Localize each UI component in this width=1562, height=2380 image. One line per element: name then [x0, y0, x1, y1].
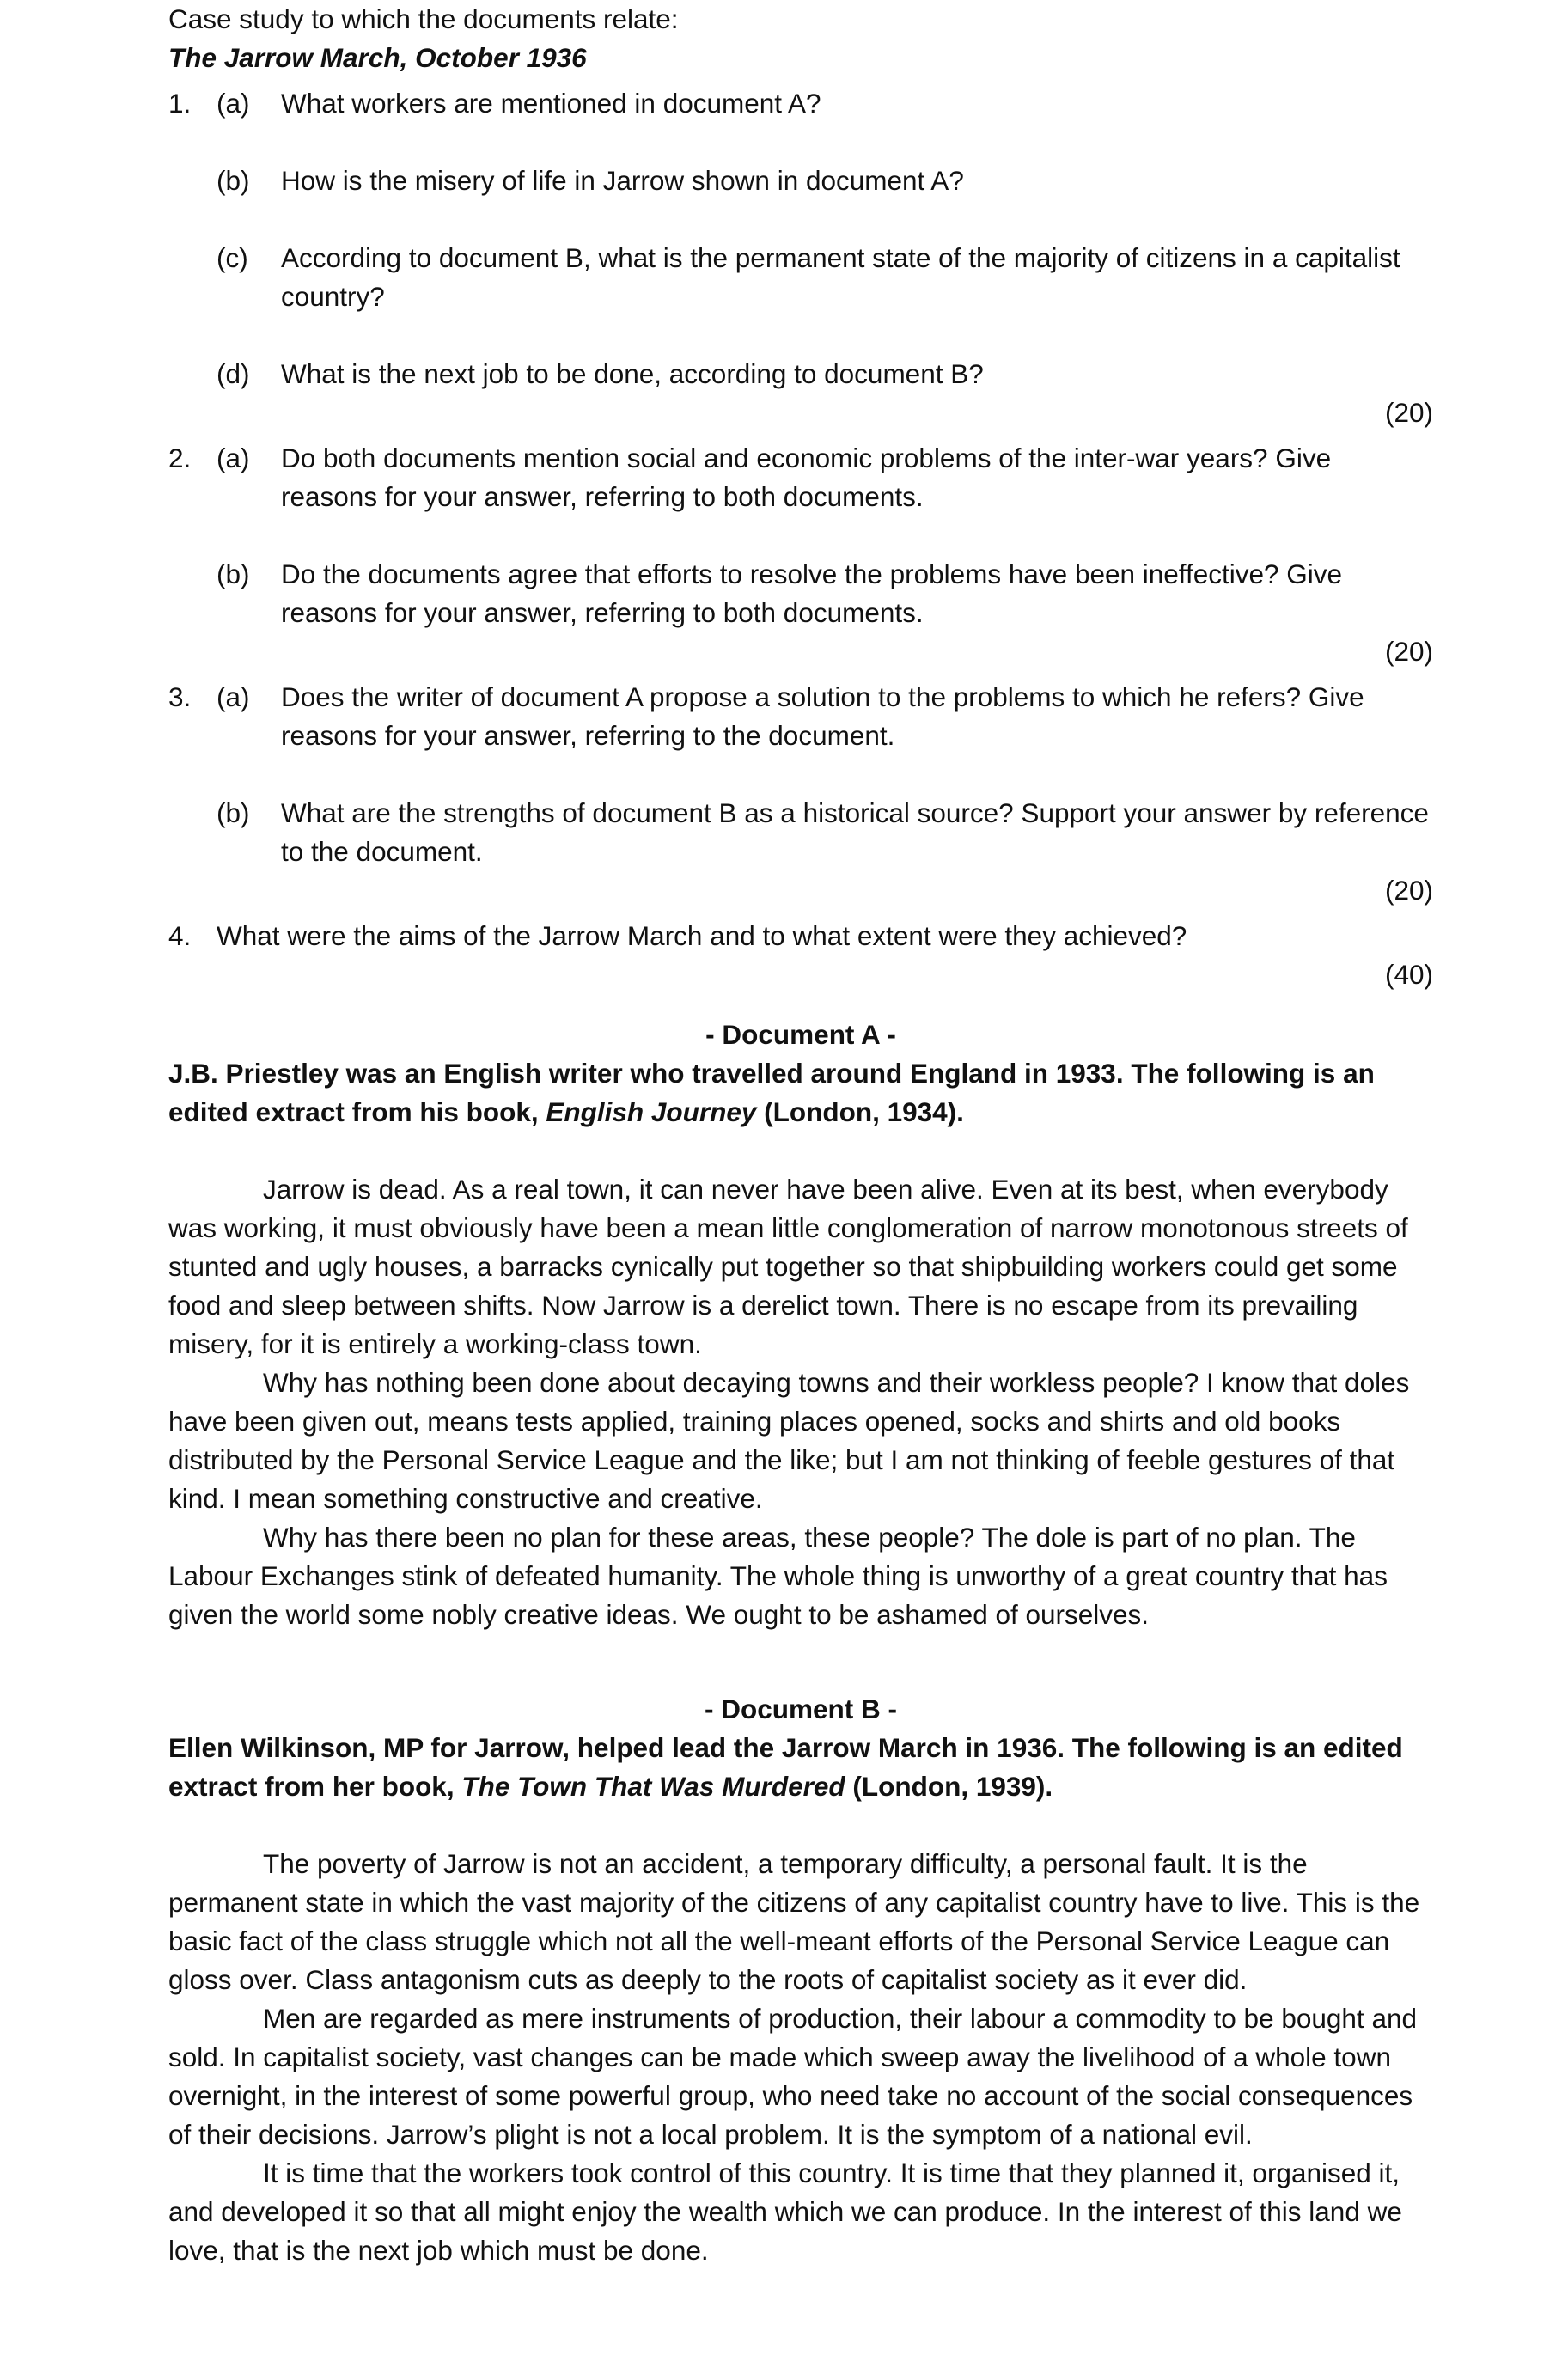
question-text: What were the aims of the Jarrow March and to what extent were they achieved?	[217, 920, 1187, 951]
question-part-label: (a)	[217, 88, 250, 119]
question-part-label: (b)	[217, 797, 250, 828]
question-text: What is the next job to be done, according to document B?	[281, 358, 984, 389]
marks-q2: (20)	[1384, 636, 1433, 667]
question-part-label: (d)	[217, 358, 250, 389]
question-1b	[168, 162, 1433, 200]
question-part-label: (c)	[217, 242, 248, 273]
document-b-extract	[168, 1845, 1433, 2270]
question-part-label: (a)	[217, 681, 250, 712]
marks-q4: (40)	[1384, 959, 1433, 990]
question-4	[168, 917, 1433, 955]
question-text: Do both documents mention social and economic problems of the inter-war years? Give reasons for your answer, referring to both documents.	[281, 442, 1332, 512]
paragraph: It is time that the workers took control of this country. It is time that they planned it, organised it, and developed it so that all might enjoy the wealth which we can produce. In the interest of this land we love, that is the next job which must be done.	[168, 2157, 1402, 2266]
question-text: How is the misery of life in Jarrow shown in document A?	[281, 165, 964, 196]
case-study-intro: Case study to which the documents relate:	[168, 3, 679, 34]
question-text: What workers are mentioned in document A?	[281, 88, 821, 119]
question-text: What are the strengths of document B as a historical source? Support your answer by reference to the document.	[281, 797, 1429, 867]
document-a-heading: - Document A -	[705, 1019, 896, 1050]
question-2a	[168, 439, 1433, 516]
question-text: Do the documents agree that efforts to resolve the problems have been ineffective? Give reasons for your answer, referring to both documents.	[281, 558, 1343, 628]
question-1d	[168, 355, 1433, 394]
question-number: 4.	[168, 920, 192, 951]
question-number: 1.	[168, 88, 192, 119]
paragraph: The poverty of Jarrow is not an accident, a temporary difficulty, a personal fault. It is the permanent state in which the vast majority of the citizens of any capitalist country have to live. This is the basic fact of the class struggle which not all the well-meant efforts of the Personal Service League can gloss over. Class antagonism cuts as deeply to the roots of capitalist society as it ever did.	[168, 1848, 1420, 1995]
marks-q3: (20)	[1384, 875, 1433, 906]
document-a-extract	[168, 1170, 1433, 1634]
paragraph: Why has there been no plan for these areas, these people? The dole is part of no plan. The Labour Exchanges stink of defeated humanity. The whole thing is unworthy of a great country that has given the world some nobly creative ideas. We ought to be ashamed of ourselves.	[168, 1522, 1388, 1630]
question-list	[168, 84, 1433, 994]
question-number: 2.	[168, 442, 192, 473]
marks-q1: (20)	[1384, 397, 1433, 428]
question-part-label: (b)	[217, 558, 250, 589]
document-b-heading: - Document B -	[705, 1693, 897, 1724]
paragraph: Why has nothing been done about decaying towns and their workless people? I know that doles have been given out, means tests applied, training places opened, socks and shirts and old books distributed by the Personal Service League and the like; but I am not thinking of feeble gestures of that kind. I mean something constructive and creative.	[168, 1367, 1410, 1514]
question-text: According to document B, what is the permanent state of the majority of citizens in a capitalist country?	[281, 242, 1400, 312]
question-number: 3.	[168, 681, 192, 712]
question-text: Does the writer of document A propose a solution to the problems to which he refers? Give reasons for your answer, referring to the document.	[281, 681, 1364, 751]
book-title: The Town That Was Murdered	[461, 1771, 845, 1802]
question-part-label: (b)	[217, 165, 250, 196]
paragraph: Jarrow is dead. As a real town, it can never have been alive. Even at its best, when everybody was working, it must obviously have been a mean little conglomeration of narrow monotonous streets of stunted and ugly houses, a barracks cynically put together so that shipbuilding workers could get some food and sleep between shifts. Now Jarrow is a derelict town. There is no escape from its prevailing misery, for it is entirely a working-class town.	[168, 1174, 1408, 1359]
case-study-title: The Jarrow March, October 1936	[168, 42, 587, 73]
question-1a	[168, 84, 1433, 123]
question-3b	[168, 794, 1433, 871]
document-a-intro: J.B. Priestley was an English writer who travelled around England in 1933. The following is an edited extract from his book, English Journey (London, 1934).	[168, 1058, 1375, 1127]
question-2b	[168, 555, 1433, 632]
question-part-label: (a)	[217, 442, 250, 473]
question-1c	[168, 239, 1433, 316]
paragraph: Men are regarded as mere instruments of production, their labour a commodity to be bought and sold. In capitalist society, vast changes can be made which sweep away the livelihood of a whole town overnight, in the interest of some powerful group, who need take no account of the social consequences of their decisions. Jarrow’s plight is not a local problem. It is the symptom of a national evil.	[168, 2003, 1417, 2150]
book-title: English Journey	[546, 1096, 757, 1127]
question-3a	[168, 678, 1433, 755]
document-b-intro: Ellen Wilkinson, MP for Jarrow, helped lead the Jarrow March in 1936. The following is an edited extract from her book, The Town That Was Murdered (London, 1939).	[168, 1732, 1403, 1802]
